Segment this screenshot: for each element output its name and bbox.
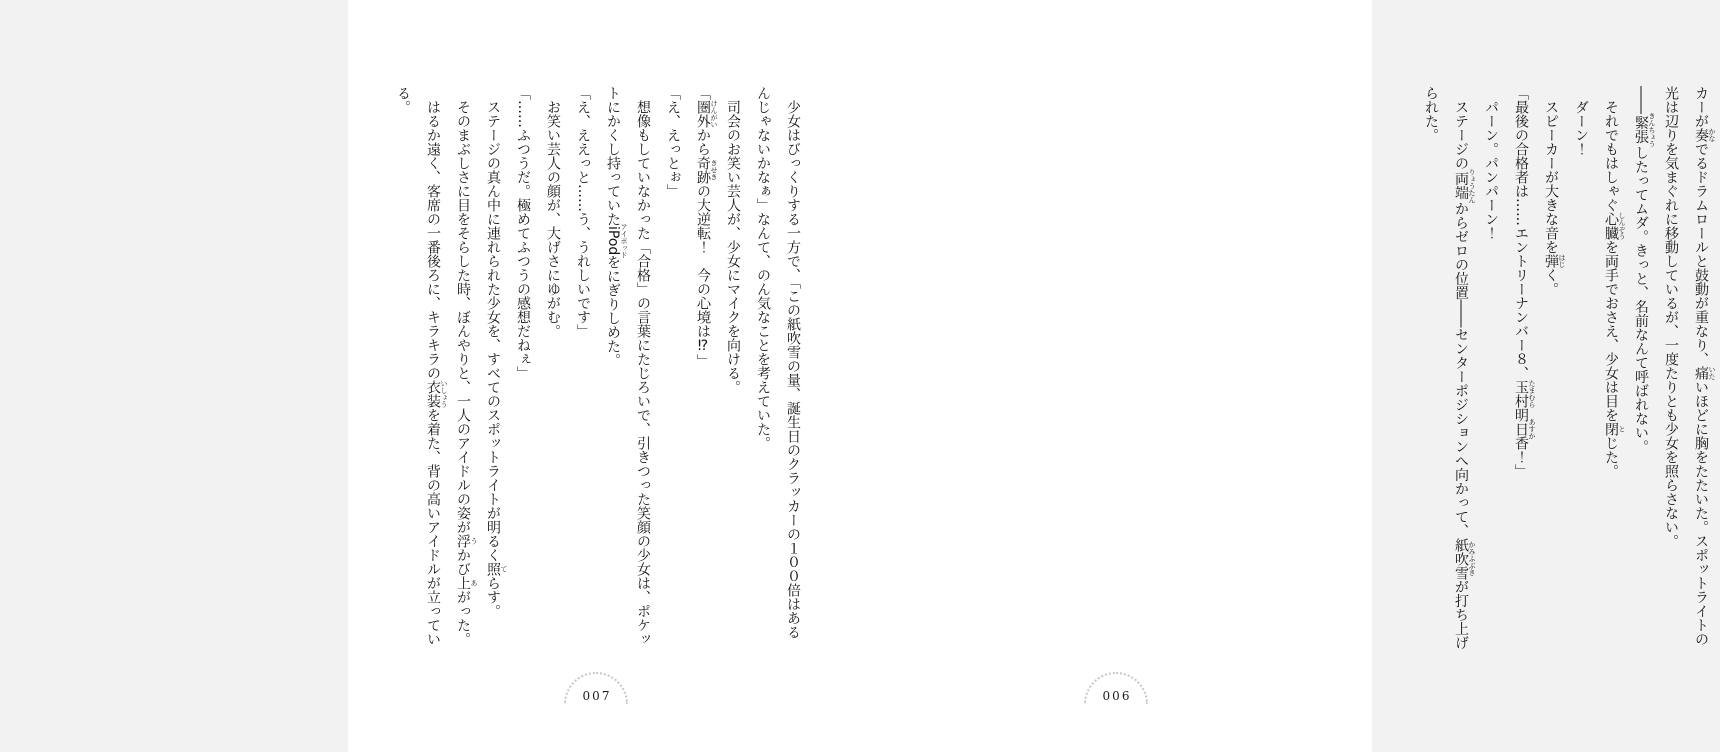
text-column: お笑い芸人の顔が、大げさにゆがむ。 — [545, 86, 561, 338]
ruby-annotated-text: 照 て — [485, 562, 508, 576]
ruby-annotated-text: 紙吹雪 かみふぶき — [1453, 537, 1476, 580]
page-number: 007 — [582, 689, 612, 703]
text-column: んじゃないかなぁ」なんて、のん気なことを考えていた。 — [755, 86, 771, 450]
text-column: 「え、えっとぉ」 — [665, 86, 681, 198]
page-number: 006 — [1102, 689, 1132, 703]
text-column: 「……ふつうだ。極めてふつうの感想だねぇ」 — [515, 86, 531, 380]
page-006-footer — [1074, 672, 1158, 718]
ruby-annotated-text: iPod アイポッド — [605, 223, 628, 259]
ruby-annotated-text: 奇跡 きせき — [695, 156, 718, 184]
text-column: ステージの真ん中に連れられた少女を、すべてのスポットライトが明るく照 てらす。 — [485, 86, 508, 618]
ruby-annotated-text: 圏外 けんがい — [695, 100, 718, 128]
text-column: ステージの両端 りょうたんからゼロの位置――センターポジションへ向かって、紙吹雪 かみふぶきが打ち上げ — [1453, 86, 1476, 650]
text-column: トにかくし持っていたiPod アイポッドをにぎりしめた。 — [605, 86, 628, 368]
page-007-footer — [554, 672, 638, 718]
text-column: そのまぶしさに目をそらした時、ぼんやりと、一人のアイドルの姿が浮 うかび上 あがった。 — [455, 86, 478, 646]
text-column: 光は辺りを気まぐれに移動しているが、一度たりとも少女を照らさない。 — [1663, 86, 1679, 548]
ruby-annotated-text: 緊張 きんちょう — [1633, 112, 1656, 148]
page-007 — [348, 0, 860, 752]
page-006 — [860, 0, 1716, 752]
text-column: カーが奏 かなでるドラムロールと鼓動が重なり、痛 いたいほどに胸をたたいた。スポットライトの — [1693, 86, 1716, 646]
ruby-annotated-text: 心臓 しんぞう — [1603, 212, 1626, 240]
page-007-text — [388, 86, 808, 646]
text-column: 「最後の合格者は……エントリーナンバー８、玉村 たまむら明日香 あすか！」 — [1513, 86, 1536, 478]
page-006-text — [1416, 86, 1720, 650]
text-column: スピーカーが大きな音を弾 はじく。 — [1543, 86, 1566, 296]
text-column: それでもはしゃぐ心臓 しんぞうを両手でおさえ、少女は目を閉 とじた。 — [1603, 86, 1626, 478]
ruby-annotated-text: 玉村 たまむら — [1513, 380, 1536, 408]
text-column: パーン。パンパーン！ — [1483, 86, 1499, 240]
ruby-annotated-text: 弾 はじ — [1543, 254, 1566, 268]
ruby-annotated-text: 浮 う — [455, 534, 478, 548]
ruby-annotated-text: 奏 かな — [1693, 128, 1716, 142]
ruby-annotated-text: 両端 りょうたん — [1453, 168, 1476, 204]
text-column: ――緊張 きんちょうしたってムダ。きっと、名前なんて呼ばれない。 — [1633, 86, 1656, 454]
ruby-annotated-text: 痛 いた — [1693, 366, 1716, 380]
text-column: はるか遠く、客席の一番後ろに、キラキラの衣装 いしょうを着た、背の高いアイドルが立ってい — [425, 86, 448, 646]
ruby-annotated-text: 明日香 あすか — [1513, 408, 1536, 450]
ruby-annotated-text: 衣装 いしょう — [425, 380, 448, 408]
ruby-annotated-text: 閉 と — [1603, 422, 1626, 436]
book-spread — [348, 0, 1716, 752]
text-column: 想像もしていなかった「合格」の言葉にたじろいで、引きつった笑顔の少女は、ポケッ — [635, 86, 651, 646]
text-column: られた。 — [1423, 86, 1439, 142]
text-column: 司会のお笑い芸人が、少女にマイクを向ける。 — [725, 86, 741, 394]
text-column: 「圏外 けんがいから奇跡 きせきの大逆転！ 今の心境は⁉」 — [695, 86, 718, 368]
text-column: る。 — [395, 86, 411, 114]
ruby-annotated-text: 上 あ — [455, 576, 478, 590]
text-column: ダーン！ — [1573, 86, 1589, 156]
text-column: 少女はびっくりする一方で、「この紙吹雪の量、誕生日のクラッカーの１００倍はある — [785, 86, 801, 639]
text-column — [1716, 86, 1720, 646]
text-column: 「え、ええっと……う、うれしいです」 — [575, 86, 591, 338]
